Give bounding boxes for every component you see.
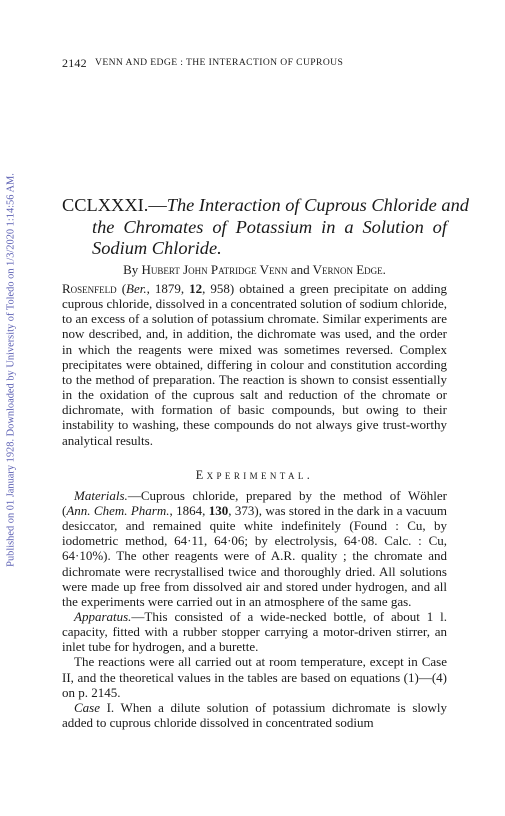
author-2: Vernon Edge. xyxy=(312,262,386,277)
ref-open: ( xyxy=(116,281,127,296)
author-line xyxy=(62,262,447,278)
article-number: CCLXXXI. xyxy=(62,195,149,215)
download-notice-text: Published on 01 January 1928. Downloaded by University of Toledo on 1/3/2020 1:14:56 AM. xyxy=(5,173,17,567)
cited-volume: 12 xyxy=(189,281,203,296)
materials-journal: Ann. Chem. Pharm. xyxy=(66,502,170,518)
apparatus-paragraph xyxy=(62,609,447,654)
title-line-3: Sodium Chloride. xyxy=(92,238,222,258)
title-part-1: The Interaction of Cuprous Chloride and xyxy=(166,195,469,215)
cited-journal: Ber. xyxy=(126,281,147,296)
article-body xyxy=(62,281,447,730)
title-line-2 xyxy=(62,217,447,239)
title-line-1 xyxy=(62,195,469,217)
apparatus-text: —This consisted of a wide-necked bottle, of about 1 l. capacity, fitted with a rubber stopper carrying a motor-driven stirrer, an inlet tube for hydrogen, and a burette. xyxy=(62,608,447,655)
materials-heading: Materials. xyxy=(74,487,128,503)
reactions-paragraph: The reactions were all carried out at room temperature, except in Case II, and the theoretical values in the tables are based on equations (1)—(4) on p. 2145. xyxy=(62,654,447,700)
materials-volume: 130 xyxy=(208,502,229,518)
materials-paragraph xyxy=(62,488,447,609)
and-word: and xyxy=(290,262,310,277)
author-1: Hubert John Patridge Venn xyxy=(141,262,288,277)
page-number: 2142 xyxy=(62,56,87,70)
title-dash: — xyxy=(148,195,167,215)
case-label: Case xyxy=(74,699,100,715)
download-notice xyxy=(0,100,22,640)
case-one-text: When a dilute solution of potassium dichromate is slowly added to cuprous chloride dissolved in concentrated sodium xyxy=(62,699,447,731)
materials-text-2: , 373), was stored in the dark in a vacuum desiccator, and remained quite white indefinitely (Found : Cu, by iodometric method, 64·11, 64·06; by electrolysis, 64·08. Calc. : Cu, 64·10%). The other reagents were of A.R. quality ; the chromate and dichromate were recrystallised twice and thoroughly dried. All solutions were made up free from dissolved air and stored under hydrogen, and all the experiments were carried out in an atmosphere of the same gas. xyxy=(62,502,448,609)
materials-text-1: —Cuprous chloride, prepared by the method of Wöhler ( xyxy=(62,487,447,518)
case-number: I. xyxy=(100,699,115,715)
intro-text: , 958) obtained a green precipitate on adding cuprous chloride, dissolved in a concentrated solution of sodium chloride, to an excess of a solution of potassium chromate. Similar experiments are now described, and, in addition, the dichromate was used, and the order in which the reagents were mixed was sometimes reversed. Complex precipitates were obtained, differing in colour and constitution according to the method of preparation. The reaction is shown to consist essentially in the oxidation of the cuprous salt and reduction of the chromate or dichromate, with formation of basic compounds, but owing to their instability to washing, these compounds do not always give trust-worthy analytical results. xyxy=(62,281,447,448)
materials-year: , 1864, xyxy=(169,502,209,518)
running-head xyxy=(62,56,447,72)
by-word: By xyxy=(123,262,139,277)
title-part-2: the Chromates of Potassium in a Solution of xyxy=(92,216,447,237)
article-title xyxy=(62,195,469,260)
cited-year: , 1879, xyxy=(146,281,190,296)
section-heading: Experimental. xyxy=(195,467,314,482)
running-title: VENN AND EDGE : THE INTERACTION OF CUPROUS xyxy=(95,57,344,68)
apparatus-heading: Apparatus. xyxy=(74,608,132,624)
case-one-paragraph xyxy=(62,700,447,730)
intro-paragraph xyxy=(62,281,447,448)
cited-author: Rosenfeld xyxy=(62,281,117,296)
